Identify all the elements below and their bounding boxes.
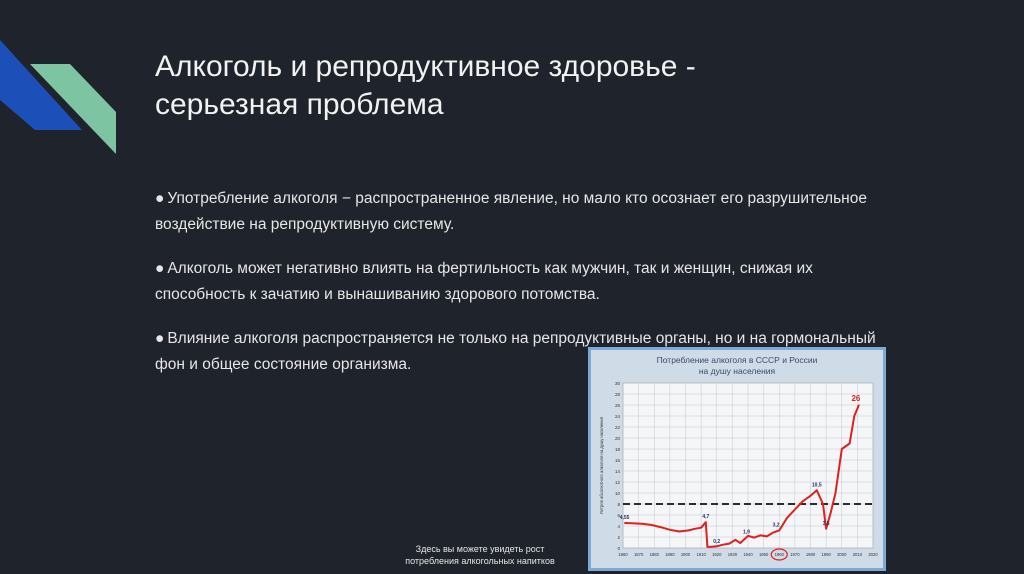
- data-point: [786, 517, 787, 518]
- bullet-dot: ●: [155, 260, 165, 277]
- bullet-text: Алкоголь может негативно влиять на фертильность как мужчин, так и женщин, снижая их способность к зачатию и вынашиванию здорового потомства.: [155, 260, 813, 303]
- data-point: [779, 530, 780, 531]
- y-tick-label: 20: [614, 436, 620, 441]
- y-tick-label: 12: [614, 480, 620, 485]
- x-tick-label: 2020: [868, 552, 878, 557]
- x-tick-label: 1930: [727, 552, 738, 557]
- y-tick-label: 26: [614, 403, 620, 408]
- data-point: [835, 492, 836, 493]
- y-tick-label: 16: [614, 458, 620, 463]
- data-label: 1,9: [742, 529, 750, 536]
- slide-title: [155, 48, 875, 124]
- data-point: [688, 530, 689, 531]
- bullet-dot: ●: [155, 190, 165, 207]
- data-point: [816, 490, 817, 491]
- data-point: [660, 527, 661, 528]
- data-point: [810, 495, 811, 496]
- bullet-item: [155, 256, 895, 308]
- chart-title-line-1: Потребление алкоголя в СССР и России: [656, 355, 818, 365]
- chart-caption: [380, 543, 580, 567]
- data-label: 3,5: [822, 520, 830, 527]
- data-point: [624, 522, 625, 523]
- data-point: [794, 509, 795, 510]
- x-tick-label: 1980: [805, 552, 816, 557]
- y-tick-label: 22: [614, 425, 620, 430]
- x-tick-label: 1960: [774, 552, 784, 557]
- data-label: 4,55: [619, 514, 630, 521]
- data-label: 26: [851, 394, 861, 403]
- bullet-dot: ●: [155, 330, 165, 347]
- y-tick-label: 10: [614, 491, 620, 496]
- data-point: [754, 537, 755, 538]
- data-point: [740, 542, 741, 543]
- y-tick-label: 28: [614, 392, 620, 397]
- x-tick-label: 1970: [790, 552, 800, 557]
- y-tick-label: 6: [617, 513, 620, 518]
- x-tick-label: 1910: [696, 552, 706, 557]
- chart-title-line-2: на душу населения: [698, 366, 776, 376]
- y-tick-label: 8: [617, 502, 620, 507]
- slide-title-line-2: серьезная проблема: [155, 88, 444, 121]
- data-point: [669, 529, 670, 530]
- y-tick-label: 4: [617, 524, 620, 529]
- bullet-text: Влияние алкоголя распространяется не только на репродуктивные органы, но и на гормональный фон и общее состояние организма.: [155, 330, 876, 373]
- data-point: [729, 543, 730, 544]
- data-point: [735, 539, 736, 540]
- corner-decoration: [0, 0, 130, 170]
- data-label: 0,2: [713, 538, 721, 545]
- y-tick-label: 30: [614, 381, 620, 386]
- y-tick-label: 14: [614, 469, 620, 474]
- chart-plot: [591, 350, 883, 568]
- data-label: 3,2: [772, 522, 780, 529]
- x-tick-label: 1920: [712, 552, 722, 557]
- x-tick-label: 1940: [743, 552, 753, 557]
- data-point: [701, 527, 702, 528]
- data-point: [722, 544, 723, 545]
- consumption-chart: [588, 347, 886, 571]
- data-label: 4,7: [702, 514, 710, 521]
- x-tick-label: 2010: [852, 552, 863, 557]
- data-point: [694, 528, 695, 529]
- caption-line-1: Здесь вы можете увидеть рост: [415, 544, 545, 554]
- data-point: [830, 512, 831, 513]
- y-axis-label: Литров абсолютного алкоголя на душу населения: [599, 416, 604, 515]
- data-point: [849, 443, 850, 444]
- data-point: [641, 523, 642, 524]
- x-tick-label: 1950: [758, 552, 769, 557]
- data-point: [854, 415, 855, 416]
- data-point: [822, 503, 823, 504]
- y-tick-label: 18: [614, 447, 620, 452]
- data-point: [707, 546, 708, 547]
- data-point: [772, 532, 773, 533]
- data-point: [826, 528, 827, 529]
- bullet-text: Употребление алкоголя − распространенное явление, но мало кто осознает его разрушительное воздействие на репродуктивную систему.: [155, 190, 867, 233]
- x-tick-label: 1870: [633, 552, 644, 557]
- data-point: [632, 523, 633, 524]
- x-tick-label: 1900: [680, 552, 691, 557]
- x-tick-label: 2000: [837, 552, 847, 557]
- x-tick-label: 1990: [821, 552, 831, 557]
- data-label: 10,5: [811, 482, 822, 489]
- data-point: [760, 535, 761, 536]
- data-point: [802, 501, 803, 502]
- data-point: [716, 546, 717, 547]
- data-point: [651, 524, 652, 525]
- y-tick-label: 2: [617, 535, 620, 540]
- slide-title-line-1: Алкоголь и репродуктивное здоровье -: [155, 50, 696, 83]
- y-tick-label: 0: [617, 546, 620, 551]
- data-point: [705, 522, 706, 523]
- data-point: [841, 448, 842, 449]
- bullet-item: [155, 186, 895, 238]
- data-point: [710, 546, 711, 547]
- x-tick-label: 1860: [618, 552, 628, 557]
- data-point: [858, 404, 859, 405]
- y-tick-label: 24: [614, 414, 620, 419]
- x-tick-label: 1890: [665, 552, 675, 557]
- data-point: [679, 531, 680, 532]
- data-point: [766, 536, 767, 537]
- caption-line-2: потребления алкогольных напитков: [405, 556, 555, 566]
- x-tick-label: 1880: [649, 552, 659, 557]
